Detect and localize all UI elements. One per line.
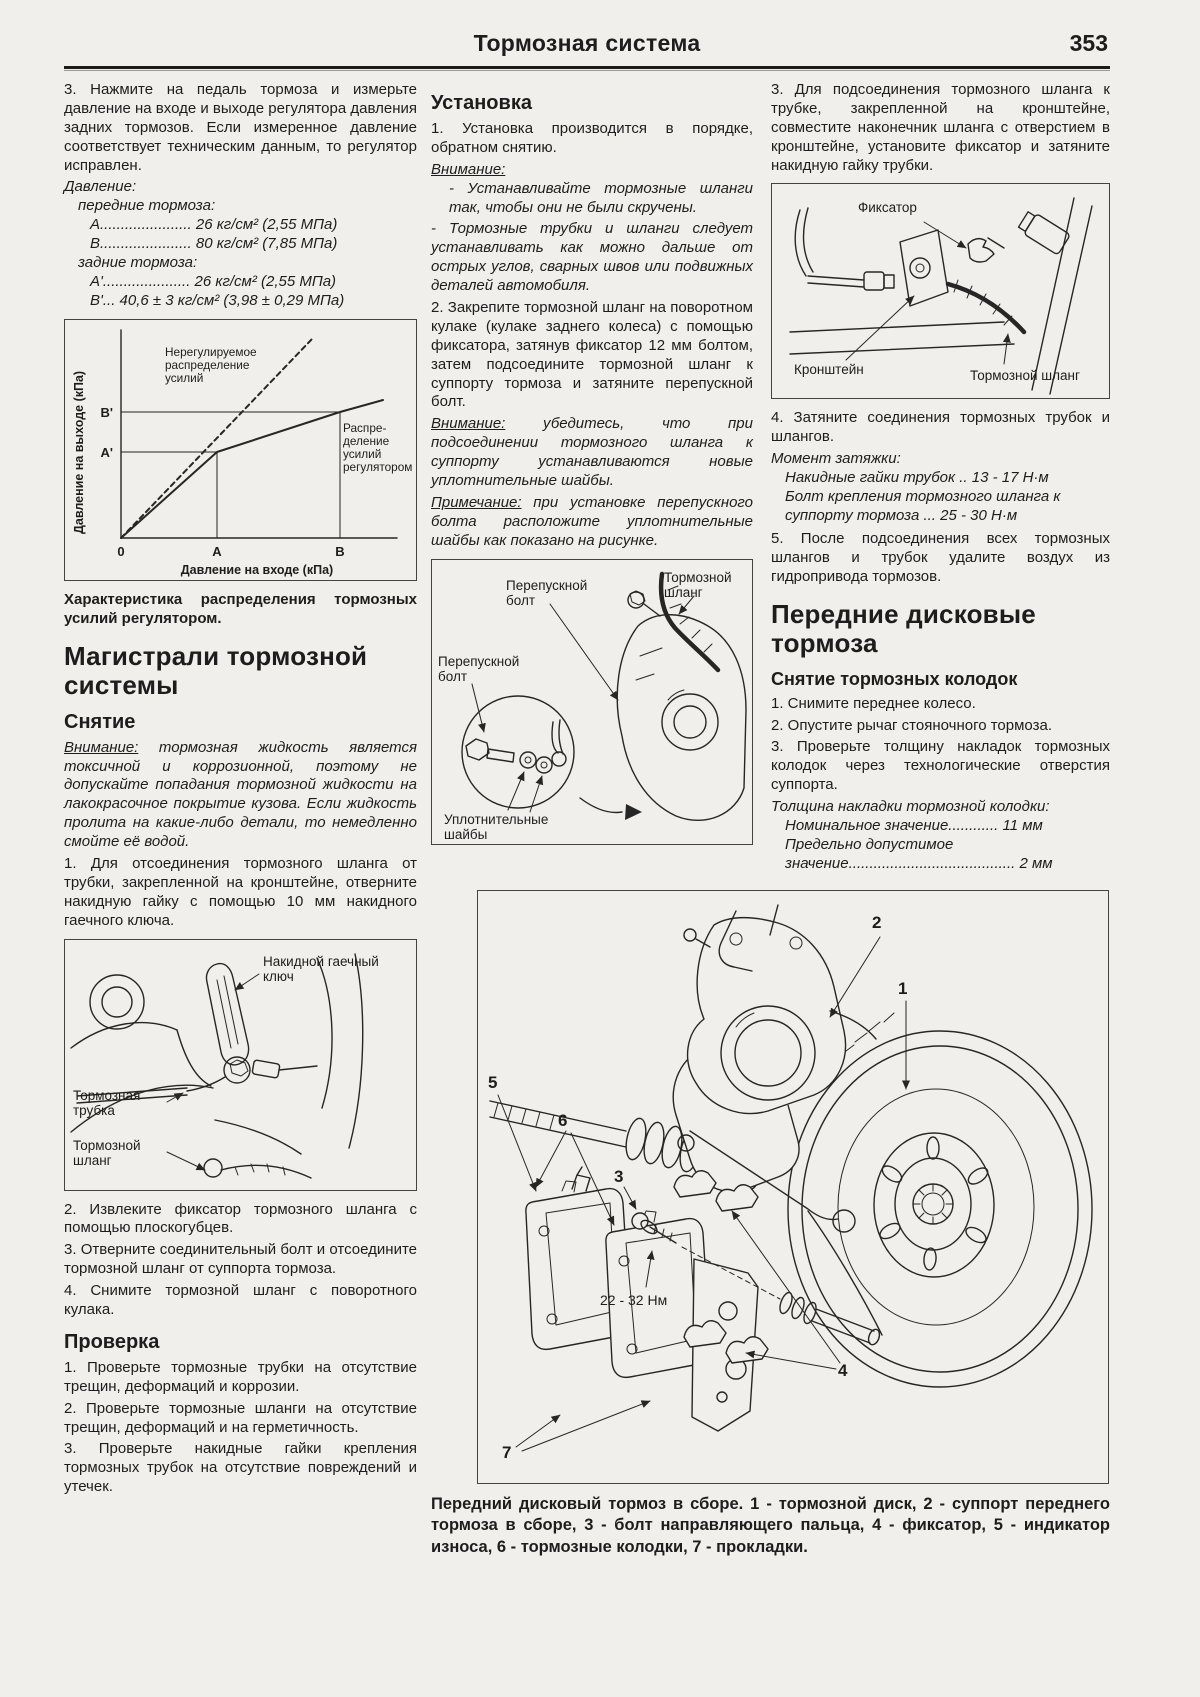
- page-header: [64, 30, 1110, 62]
- step-text: 3. Проверьте накидные гайки крепления тормозных трубок на отсутствие повреждений и утечек.: [64, 1440, 417, 1496]
- x-tick-a: A: [212, 543, 222, 559]
- thickness-value: Номинальное значение............ 11 мм: [785, 817, 1043, 834]
- label-brake-hose: Тормозной шланг: [970, 368, 1080, 384]
- chart-caption: Характеристика распределения тормозных усилий регулятором.: [64, 590, 417, 627]
- label-sealing-washers: Уплотнительные шайбы: [444, 811, 549, 842]
- front-disc-brake-drawing: [478, 891, 1105, 1483]
- pressure-chart-drawing: [65, 320, 414, 580]
- subsection-install: Установка: [431, 92, 532, 114]
- torque-spec: [771, 450, 1110, 526]
- left-column: [64, 81, 417, 1500]
- y-tick-b1: B': [100, 404, 113, 420]
- thickness-value: Предельно допустимое значение........................................ 2 мм: [785, 835, 1053, 872]
- label-bypass-bolt-top: Перепускной болт: [506, 577, 588, 608]
- step-text: 5. После подсоединения всех тормозных шлангов и трубок удалите воздух из гидропривода тормозов.: [771, 529, 1110, 585]
- pad-thickness-spec: [771, 798, 1110, 874]
- big-figure-caption: Передний дисковый тормоз в сборе. 1 - тормозной диск, 2 - суппорт переднего тормоза в сборе, 3 - болт направляющего пальца, 4 - фиксатор, 5 - индикатор износа, 6 - тормозные колодки, 7 - прокладки.: [431, 1494, 1110, 1556]
- label-brake-tube: Тормозная трубка: [73, 1087, 141, 1118]
- callout-4: 4: [838, 1360, 848, 1380]
- figure-flare-nut-wrench: [64, 939, 417, 1191]
- step-text: 2. Закрепите тормозной шланг на поворотном кулаке (кулаке заднего колеса) с помощью фиксатора, затянув фиксатор 12 мм болтом, затем подсоедините тормозной шланг к суппорту тормоза и затяните перепускной болт.: [431, 299, 753, 411]
- x-tick-b: B: [335, 543, 345, 559]
- step-text: 3. Нажмите на педаль тормоза и измерьте давление на входе и выходе регулятора давления задних тормозов. Если измеренное давление соответствует техническим данным, то регулятор исправлен.: [64, 81, 417, 174]
- subsection-check: Проверка: [64, 1330, 160, 1353]
- step-text: 2. Извлеките фиксатор тормозного шланга с помощью плоскогубцев.: [64, 1200, 417, 1237]
- spec-value: В'... 40,6 ± 3 кг/см² (3,98 ± 0,29 МПа): [90, 291, 345, 309]
- x-axis-label: Давление на входе (кПа): [180, 562, 334, 577]
- section-title-brake-lines: Магистрали тормозной системы: [64, 641, 368, 701]
- callout-3: 3: [614, 1166, 624, 1186]
- callout-2: 2: [872, 912, 882, 932]
- label-flare-nut-wrench: Накидной гаечный ключ: [263, 953, 379, 984]
- callout-7: 7: [502, 1442, 512, 1462]
- header-rule: [64, 66, 1110, 71]
- step-text: 1. Для отсоединения тормозного шланга от трубки, закрепленной на кронштейне, отверните накидную гайку с помощью 10 мм накидного гаечного ключа.: [64, 855, 417, 929]
- page-number: 353: [1069, 30, 1108, 56]
- spec-front-label: передние тормоза:: [78, 197, 216, 215]
- step-text: 2. Опустите рычаг стояночного тормоза.: [771, 716, 1052, 734]
- torque-value: Накидные гайки трубок .. 13 - 17 Н·м: [785, 469, 1049, 487]
- label-bypass-bolt-left: Перепускной болт: [438, 653, 520, 684]
- section-title-front-disc-brakes: Передние дисковые тормоза: [771, 599, 1036, 659]
- annotation-regulated: Распре- деление усилий регулятором: [343, 420, 413, 474]
- manual-page: [64, 30, 1110, 1561]
- right-side: [431, 81, 1110, 1561]
- warning-label: Внимание:: [64, 738, 139, 756]
- torque-annotation: 22 - 32 Нм: [600, 1291, 668, 1308]
- warning-text: Внимание: убедитесь, что при подсоединении тормозного шланга к суппорту устанавливаются новые уплотнительные шайбы.: [431, 415, 753, 490]
- figure-banjo-bolt: [431, 559, 753, 845]
- warning-item: - Устанавливайте тормозные шланги так, чтобы они не были скручены.: [449, 179, 753, 216]
- step-text: 3. Отверните соединительный болт и отсоедините тормозной шланг от суппорта тормоза.: [64, 1241, 417, 1278]
- warning-text: Внимание: тормозная жидкость является токсичной и коррозионной, поэтому не допускайте попадания тормозной жидкости на лакокрасочное покрытие кузова. Если жидкость пролита на какие-либо детали, то немедленно смойте её водой.: [64, 738, 417, 851]
- y-axis-label: Давление на выходе (кПа): [72, 370, 86, 534]
- step-text: 2. Проверьте тормозные шланги на отсутствие трещин, деформаций и на герметичность.: [64, 1399, 417, 1436]
- step-text: 3. Для подсоединения тормозного шланга к трубке, закрепленной на кронштейне, совместите наконечник шланга с отверстием в кронштейне, установите фиксатор и затяните накидную гайку трубки.: [771, 81, 1110, 174]
- label-clip: Фиксатор: [858, 200, 917, 216]
- spec-value: В...................... 80 кг/см² (7,85 МПа): [90, 235, 338, 253]
- right-column: [771, 81, 1110, 878]
- warning-label-line: Внимание:: [431, 160, 506, 178]
- step-text: 4. Снимите тормозной шланг с поворотного кулака.: [64, 1282, 417, 1319]
- step-text: 3. Проверьте толщину накладок тормозных колодок через технологические отверстия суппорта.: [771, 738, 1110, 794]
- thickness-title: Толщина накладки тормозной колодки:: [771, 798, 1050, 816]
- step-text: 1. Установка производится в порядке, обратном снятию.: [431, 120, 753, 156]
- spec-value: А...................... 26 кг/см² (2,55 МПа): [90, 216, 338, 234]
- figure-front-disc-brake: [477, 890, 1109, 1484]
- spec-title: Давление:: [64, 178, 137, 196]
- label-bracket: Кронштейн: [794, 362, 864, 378]
- step-text: 1. Снимите переднее колесо.: [771, 694, 976, 712]
- pressure-spec: [64, 178, 417, 310]
- label-brake-hose: Тормозной шланг: [664, 569, 732, 600]
- torque-title: Момент затяжки:: [771, 450, 901, 468]
- spec-value: А'..................... 26 кг/см² (2,55 МПа): [90, 272, 337, 290]
- spec-rear-label: задние тормоза:: [78, 254, 198, 272]
- figure-hose-bracket: [771, 183, 1110, 399]
- subsection-removal: Снятие: [64, 710, 136, 733]
- callout-6: 6: [558, 1110, 568, 1130]
- torque-value: Болт крепления тормозного шланга к суппорту тормоза ... 25 - 30 Н·м: [785, 488, 1061, 524]
- warning-item: - Тормозные трубки и шланги следует устанавливать как можно дальше от острых углов, сварных швов или подвижных деталей автомобиля.: [431, 220, 753, 295]
- y-tick-a1: A': [100, 444, 113, 460]
- step-text: 1. Проверьте тормозные трубки на отсутствие трещин, деформаций и коррозии.: [64, 1358, 417, 1395]
- figure-pressure-chart: [64, 319, 417, 581]
- step-text: 4. Затяните соединения тормозных трубок и шлангов.: [771, 409, 1110, 446]
- middle-column: [431, 81, 753, 855]
- callout-5: 5: [488, 1072, 498, 1092]
- callout-1: 1: [898, 978, 908, 998]
- x-tick-0: 0: [117, 543, 125, 559]
- subsection-pad-removal: Снятие тормозных колодок: [771, 668, 1018, 689]
- label-brake-hose: Тормозной шланг: [73, 1137, 141, 1168]
- annotation-unregulated: Нерегулируемое распределение усилий: [165, 344, 257, 385]
- page-title: Тормозная система: [473, 30, 701, 56]
- note-text: Примечание: при установке перепускного болта расположите уплотнительные шайбы как показано на рисунке.: [431, 493, 753, 549]
